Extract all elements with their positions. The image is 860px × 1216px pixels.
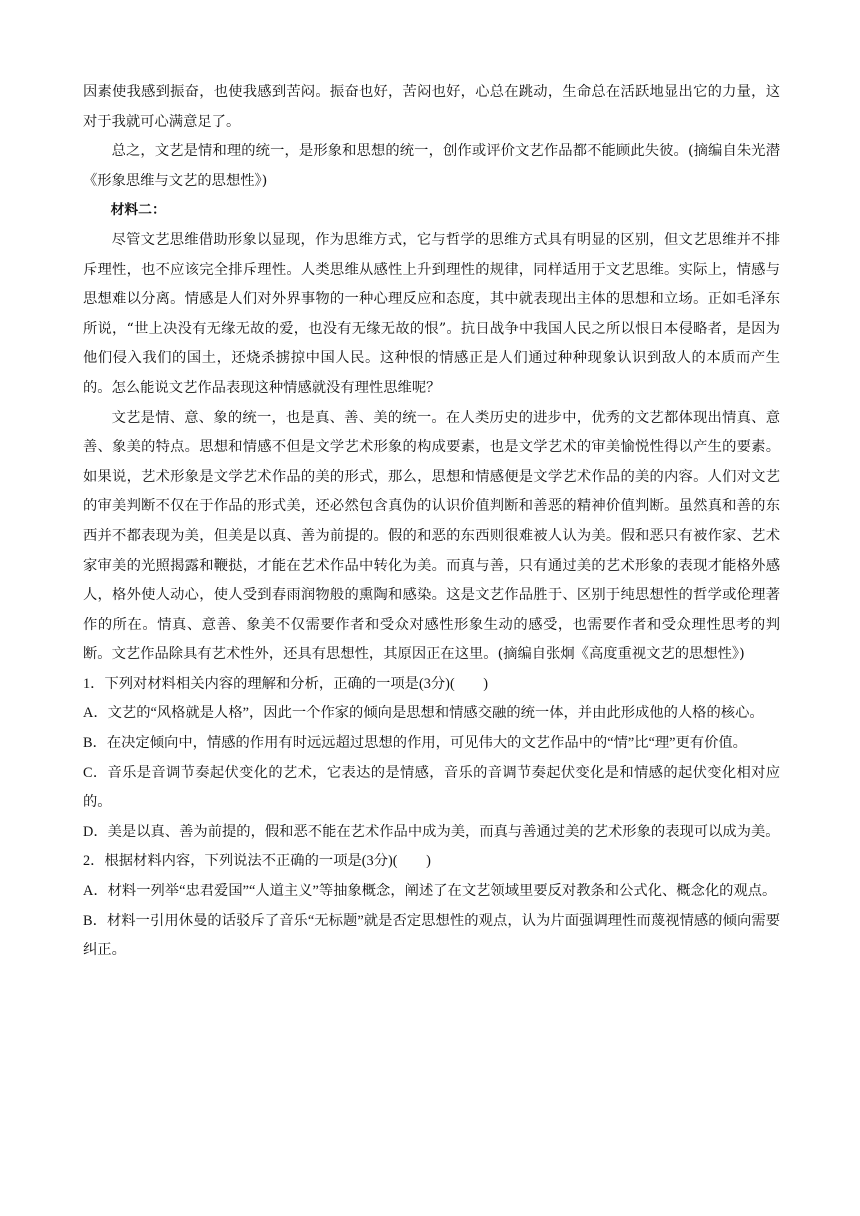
question-1-option-b: B．在决定倾向中，情感的作用有时远远超过思想的作用，可见伟大的文艺作品中的“情”比“理”更有价值。 [83, 735, 747, 752]
question-1-option-c: C．音乐是音调节奏起伏变化的艺术，它表达的是情感，音乐的音调节奏起伏变化是和情感的起伏变化相对应的。 [83, 764, 780, 811]
question-2-option-a: A．材料一列举“忠君爱国”“人道主义”等抽象概念，阐述了在文艺领域里要反对教条和公式化、概念化的观点。 [83, 883, 777, 900]
question-1-option-a: A．文艺的“风格就是人格”，因此一个作家的倾向是思想和情感交融的统一体，并由此形成他的人格的核心。 [83, 705, 764, 722]
material2-heading: 材料二： [110, 202, 166, 219]
question-2-option-b: B．材料一引用休曼的话驳斥了音乐“无标题”就是否定思想性的观点，认为片面强调理性而蔑视情感的倾向需要纠正。 [83, 912, 780, 959]
material1-conclusion-paragraph: 总之，文艺是情和理的统一，是形象和思想的统一，创作或评价文艺作品都不能顾此失彼。(摘编自朱光潜《形象思维与文艺的思想性》) [83, 143, 780, 189]
question-2-stem: 2．根据材料内容，下列说法不正确的一项是(3分)( ) [83, 853, 431, 870]
material1-paragraph-tail: 因素使我感到振奋，也使我感到苦闷。振奋也好，苦闷也好，心总在跳动，生命总在活跃地显出它的力量，这对于我就可心满意足了。 [83, 84, 780, 130]
document-page [83, 78, 780, 966]
material2-paragraph-2: 文艺是情、意、象的统一，也是真、善、美的统一。在人类历史的进步中，优秀的文艺都体现出情真、意善、象美的特点。思想和情感不但是文学艺术形象的构成要素，也是文学艺术的审美愉悦性得以产生的要素。如果说，艺术形象是文学艺术作品的美的形式，那么，思想和情感便是文学艺术作品的美的内容。人们对文艺的审美判断不仅在于作品的形式美，还必然包含真伪的认识价值判断和善恶的精神价值判断。虽然真和善的东西并不都表现为美，但美是以真、善为前提的。假的和恶的东西则很难被人认为美。假和恶只有被作家、艺术家审美的光照揭露和鞭挞，才能在艺术作品中转化为美。而真与善，只有通过美的艺术形象的表现才能格外感人，格外使人动心，使人受到春雨润物般的熏陶和感染。这是文艺作品胜于、区别于纯思想性的哲学或伦理著作的所在。情真、意善、象美不仅需要作者和受众对感性形象生动的感受，也需要作者和受众理性思考的判断。文艺作品除具有艺术性外，还具有思想性，其原因正在这里。(摘编自张炯《高度重视文艺的思想性》) [83, 409, 780, 663]
material2-paragraph-1: 尽管文艺思维借助形象以显现，作为思维方式，它与哲学的思维方式具有明显的区别，但文艺思维并不排斥理性，也不应该完全排斥理性。人类思维从感性上升到理性的规律，同样适用于文艺思维。实际上，情感与思想难以分离。情感是人们对外界事物的一种心理反应和态度，其中就表现出主体的思想和立场。正如毛泽东所说，“世上决没有无缘无故的爱，也没有无缘无故的恨”。抗日战争中我国人民之所以恨日本侵略者，是因为他们侵入我们的国土，还烧杀掳掠中国人民。这种恨的情感正是人们通过种种现象认识到敌人的本质而产生的。怎么能说文艺作品表现这种情感就没有理性思维呢？ [83, 231, 780, 396]
question-1-option-d: D．美是以真、善为前提的，假和恶不能在艺术作品中成为美，而真与善通过美的艺术形象的表现可以成为美。 [83, 823, 780, 840]
question-1-stem: 1．下列对材料相关内容的理解和分析，正确的一项是(3分)( ) [83, 675, 489, 692]
